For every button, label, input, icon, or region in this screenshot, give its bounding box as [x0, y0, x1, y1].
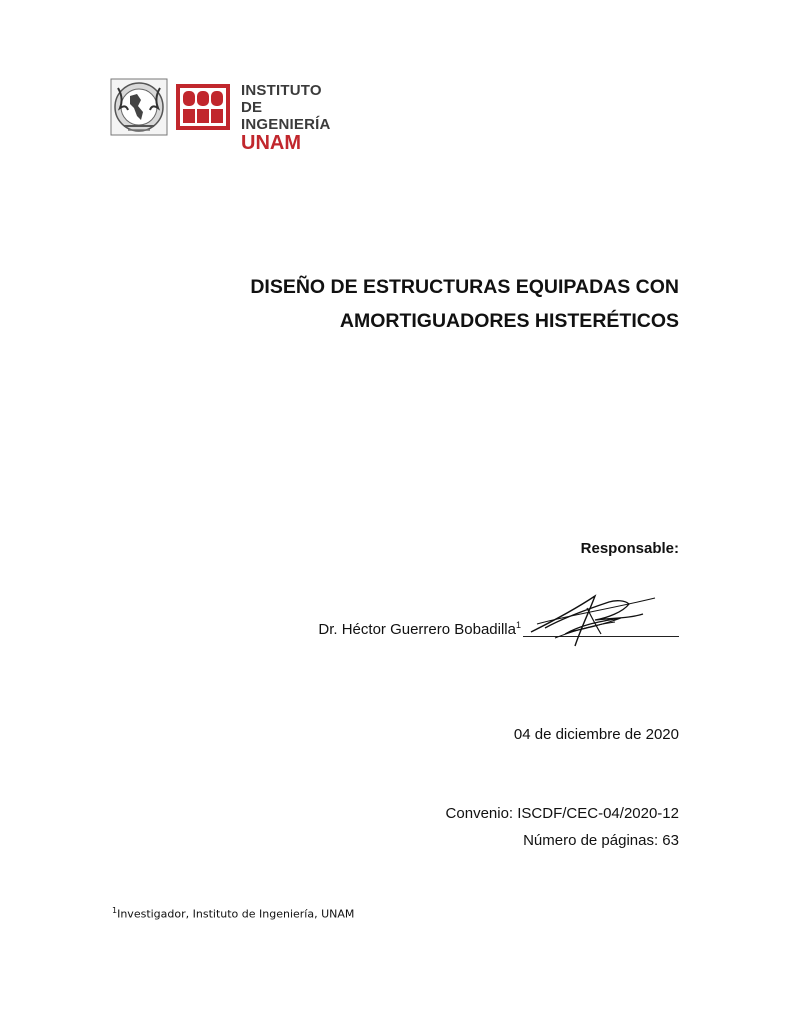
author-name-text: Dr. Héctor Guerrero Bobadilla [318, 621, 516, 638]
institute-brand: UNAM [241, 132, 301, 154]
institute-name-line1: INSTITUTO [241, 82, 322, 99]
signature-icon [525, 588, 661, 652]
footnote [112, 906, 354, 921]
responsible-label: Responsable: [580, 540, 679, 557]
document-title-line2: AMORTIGUADORES HISTERÉTICOS [339, 310, 679, 332]
institute-name [241, 82, 350, 154]
footnote-marker: 1 [112, 906, 118, 915]
document-title [159, 270, 679, 338]
author-name [318, 620, 521, 638]
unam-seal-icon [110, 78, 168, 136]
author-signature-block [239, 588, 679, 652]
header-logos [110, 78, 350, 154]
document-date: 04 de diciembre de 2020 [513, 726, 679, 743]
author-footnote-marker: 1 [515, 620, 521, 630]
instituto-ingenieria-logo-icon [176, 84, 230, 130]
page-count: Número de páginas: 63 [523, 832, 679, 849]
document-title-line1: DISEÑO DE ESTRUCTURAS EQUIPADAS CON [250, 276, 679, 298]
agreement-number: Convenio: ISCDF/CEC-04/2020-12 [445, 805, 679, 822]
institute-name-line2: DE INGENIERÍA [241, 99, 331, 133]
footnote-text: Investigador, Instituto de Ingeniería, UNAM [117, 907, 355, 921]
